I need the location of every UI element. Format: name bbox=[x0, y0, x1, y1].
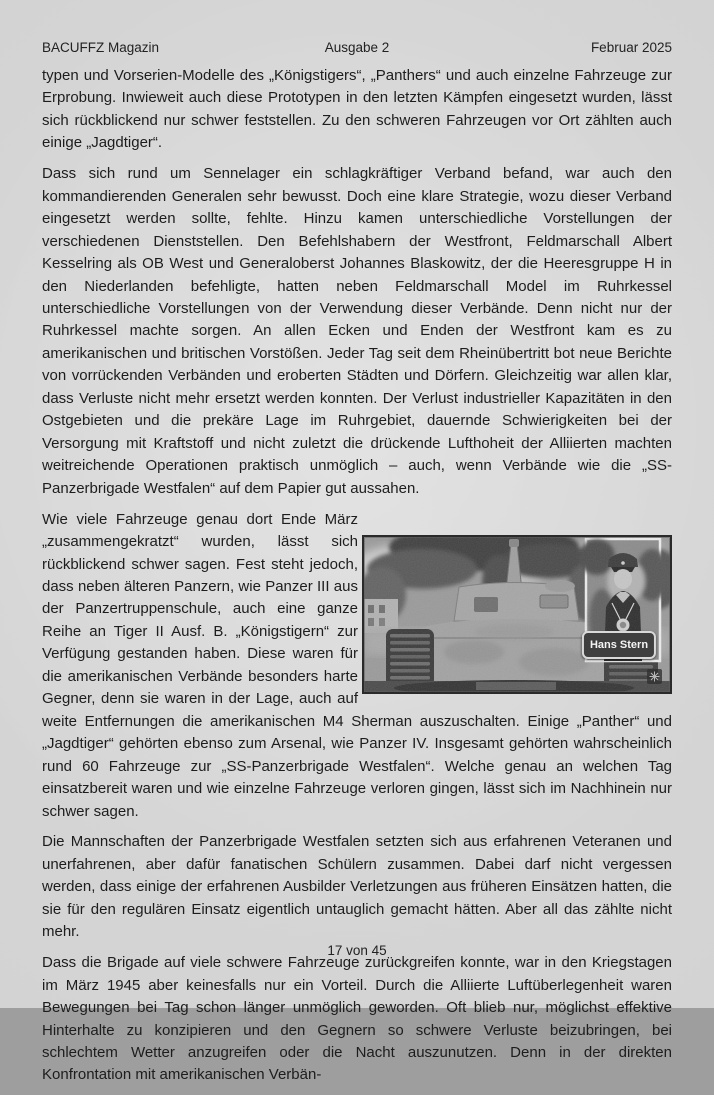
photo-watermark-icon bbox=[647, 669, 662, 684]
header-issue: Ausgabe 2 bbox=[324, 40, 390, 55]
article-paragraph-4 bbox=[42, 831, 672, 943]
paragraph-text: Wie viele Fahrzeuge genau dort Ende März „zusammengekratzt“ wurden, lässt sich rückblickend schwer sagen. Fest steht jedoch, dass neben älteren Panzern, wie Panzer III aus der Panzertruppenschule, auch eine ganze Reihe an Tiger II Ausf. B. „Königstigern“ zur Verfügung gestanden haben. Diese waren für die amerikanischen Verbände besonders harte Gegner, denn sie waren in der Lage, auch auf weite Entfernungen die amerikanischen M4 Sherman auszuschalten. Einige „Panther“ und „Jagdtiger“ gehörten ebenso zum Arsenal, wie Panzer IV. Insgesamt gehörten wahrscheinlich rund 60 Fahrzeuge zur „SS-Panzerbrigade Westfalen“. Welche genau an welchen Tag einsatzbereit waren und wie einzelne Fahrzeuge verloren gingen, lässt sich im Nachhinein nur schwer sagen. bbox=[42, 510, 672, 820]
page-header bbox=[42, 40, 672, 55]
paragraph-text: typen und Vorserien-Modelle des „Königstigers“, „Panthers“ und auch einzelne Fahrzeuge zur Erprobung. Inwieweit auch diese Prototypen in den letzten Kämpfen eingesetzt wurden, lässt sich rückblickend nur schwer feststellen. Zu den schweren Fahrzeugen vor Ort zählten auch einige „Jagdtiger“. bbox=[42, 67, 672, 152]
article-paragraph-3 bbox=[42, 509, 672, 823]
paragraph-text: Dass sich rund um Sennelager ein schlagkräftiger Verband befand, war auch den kommandierenden Generalen sehr bewusst. Doch eine klare Strategie, wozu dieser Verband eingesetzt werden sollte, fehlte. Hinzu kamen unterschiedliche Vorstellungen der verschiedenen Dienststellen. Den Befehlshabern der Westfront, Feldmarschall Albert Kesselring als OB West und Generaloberst Johannes Blaskowitz, der die Heeresgruppe H in den Niederlanden befehligte, hatten neben Feldmarschall Model im Ruhrkessel unterschiedliche Vorstellungen von der Verwendung dieser Verbände. Denn nicht nur der Ruhrkessel machte sorgen. An allen Ecken und Enden der Westfront kam es zu amerikanischen und britischen Vorstößen. Jeder Tag seit dem Rheinübertritt bot neue Berichte von vorrückenden Verbänden und eroberten Städten und Dörfern. Gleichzeitig war allen klar, dass Verluste nicht mehr ersetzt werden konnten. Der Verlust industrieller Kapazitäten in den Ostgebieten und die prekäre Lage im Ruhrgebiet, dauernde Schwierigkeiten bei der Versorgung mit Kraftstoff und nicht zuletzt die drückende Lufthoheit der Alliierten machten weitreichende Operationen praktisch unmöglich – auch, wenn Verbände wie die „SS-Panzerbrigade Westfalen“ auf dem Papier gut aussahen. bbox=[42, 165, 672, 497]
hans-stern-name-badge: Hans Stern bbox=[582, 631, 656, 659]
paragraph-text: Dass die Brigade auf viele schwere Fahrzeuge zurückgreifen konnte, war in den Kriegstagen im März 1945 aber keinesfalls nur ein Vorteil. Durch die Alliierte Luftüberlegenheit waren Bewegungen bei Tag schon länger unmöglich geworden. Oft blieb nur, möglichst effektive Hinterhalte zu konzipieren und den Gegnern so schwere Verluste beizubringen, bei schlechtem Wetter anzugreifen oder die Nacht auszunutzen. Denn in der direkten Konfrontation mit amerikanischen Verbän- bbox=[42, 954, 672, 1084]
article-paragraph-2 bbox=[42, 163, 672, 500]
article-paragraph-1 bbox=[42, 65, 672, 155]
header-magazine-title: BACUFFZ Magazin bbox=[42, 40, 160, 55]
page-content bbox=[42, 40, 672, 1095]
tank-photo-illustration bbox=[364, 537, 670, 692]
page-number: 17 von 45 bbox=[327, 943, 387, 958]
header-date: Februar 2025 bbox=[590, 40, 672, 55]
article-paragraph-5 bbox=[42, 952, 672, 1087]
tank-photo bbox=[362, 535, 672, 694]
paragraph-text: Die Mannschaften der Panzerbrigade Westfalen setzten sich aus erfahrenen Veteranen und unerfahrenen, aber dafür fanatischen Schülern zusammen. Dabei darf nicht vergessen werden, dass einige der erfahrenen Ausbilder Verletzungen aus früheren Einsätzen hatten, die sie für den regulären Einsatz eigentlich untauglich gemacht hätten. Aber all das zählte nicht mehr. bbox=[42, 833, 672, 941]
